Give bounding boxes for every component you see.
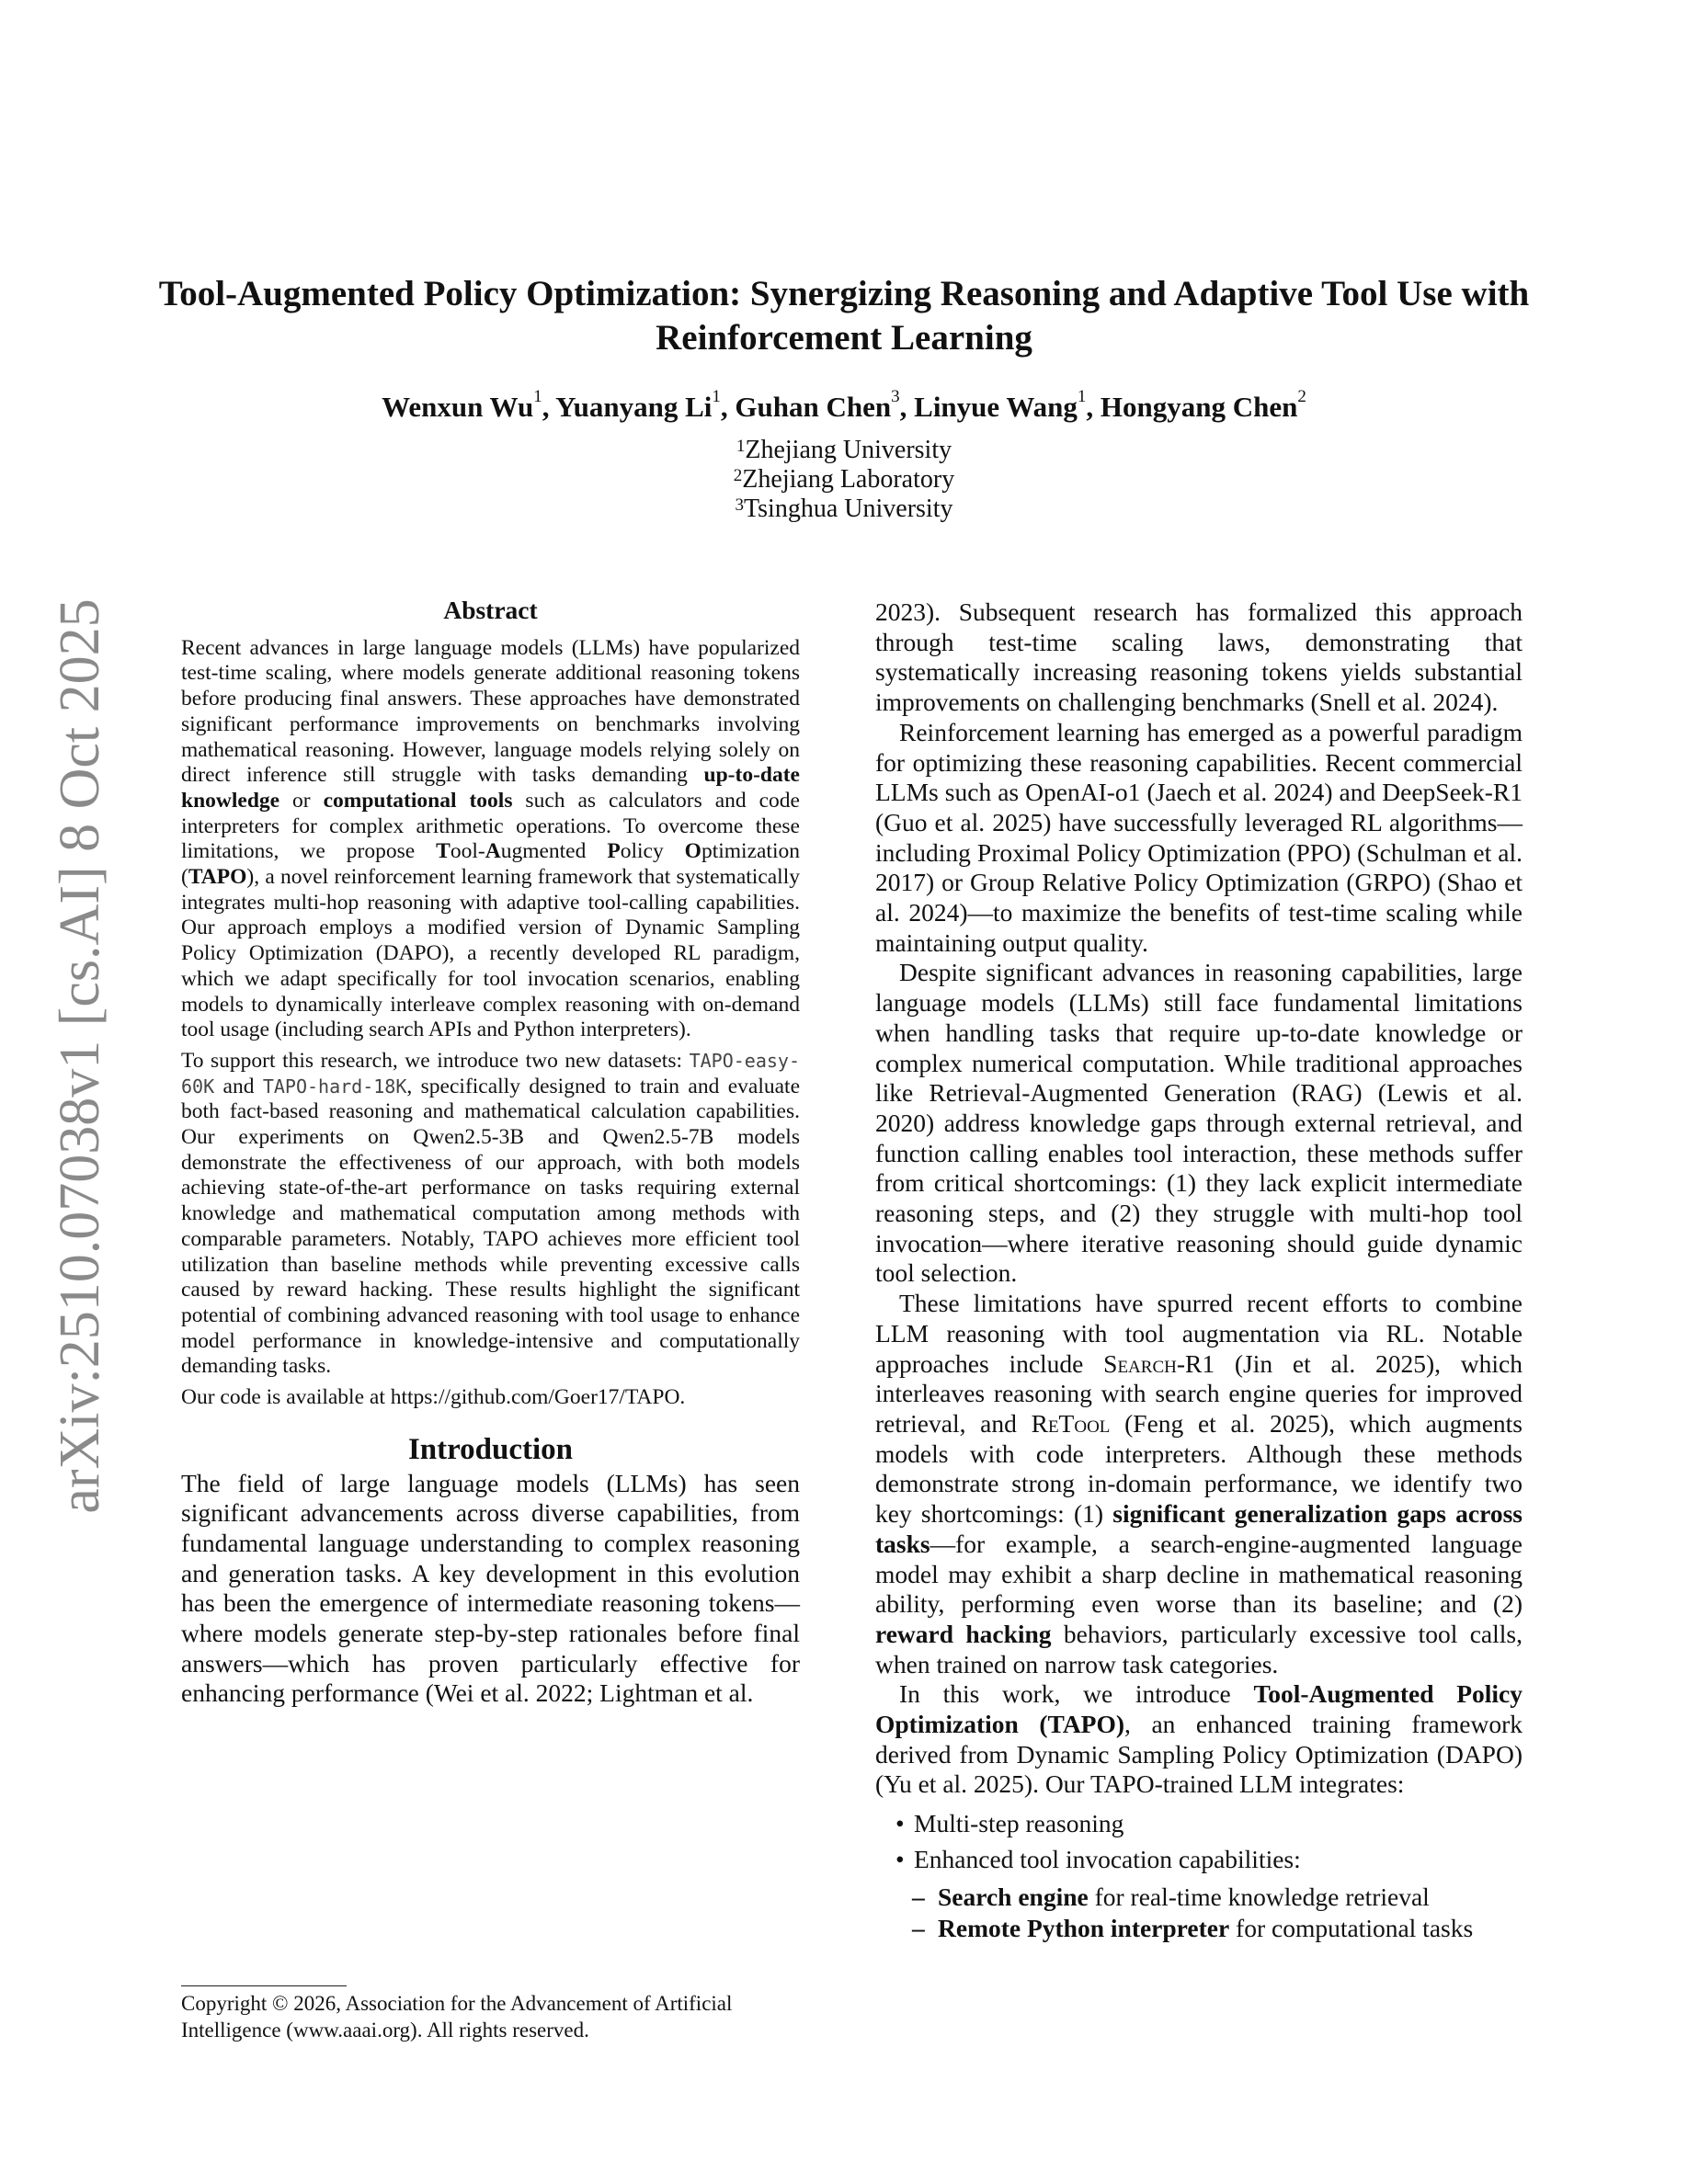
copyright-text: Copyright © 2026, Association for the Advancement of Artificial Intelligence (www.aaai.org). All rights reserved. [181, 1992, 733, 2042]
right-column [875, 597, 1523, 1946]
list-item: • Multi-step reasoning [895, 1809, 1523, 1839]
dataset-name: TAPO-hard-18K [262, 1075, 407, 1098]
author: Hongyang Chen [1100, 391, 1298, 423]
abstract-heading: Abstract [443, 596, 538, 624]
abstract-paragraph: Recent advances in large language models (LLMs) have popularized test-time scaling, where models generate additional reasoning tokens before producing final answers. These approaches have demonstrated significant performance improvements on benchmarks involving mathematical reasoning. However, language models relying solely on direct inference still struggle with tasks demanding up-to-date knowledge or computational tools such as calculators and code interpreters for complex arithmetic operations. To overcome these limitations, we propose Tool-Augmented Policy Optimization (TAPO), a novel reinforcement learning framework that systematically integrates multi-hop reasoning with adaptive tool-calling capabilities. Our approach employs a modified version of Dynamic Sampling Policy Optimization (DAPO), a recently developed RL paradigm, which we adapt specifically for tool invocation scenarios, enabling models to dynamically interleave complex reasoning with on-demand tool usage (including search APIs and Python interpreters). [181, 635, 800, 1042]
body-paragraph: 2023). Subsequent research has formalized this approach through test-time scaling laws, demonstrating that systematically increasing reasoning tokens yields substantial improvements on challenging benchmarks (Snell et al. 2024). [875, 597, 1523, 717]
affiliations [138, 436, 1550, 524]
left-column [181, 597, 800, 1709]
introduction [181, 1432, 800, 1709]
footnote-rule [181, 1985, 347, 1986]
body-paragraph: These limitations have spurred recent efforts to combine LLM reasoning with tool augmentation via RL. Notable approaches include Search-R1 (Jin et al. 2025), which interleaves reasoning with search engine queries for improved retrieval, and ReTool (Feng et al. 2025), which augments models with code interpreters. Although these methods demonstrate strong in-domain performance, we identify two key shortcomings: (1) significant generalization gaps across tasks—for example, a search-engine-augmented language model may exhibit a sharp decline in mathematical reasoning ability, performing even worse than its baseline; and (2) reward hacking behaviors, particularly excessive tool calls, when trained on narrow task categories. [875, 1289, 1523, 1678]
author: Linyue Wang [914, 391, 1078, 423]
sub-list [875, 1883, 1523, 1944]
affiliation: $^2$Zhejiang Laboratory [733, 465, 955, 494]
affiliation: $^3$Tsinghua University [735, 495, 953, 523]
body-paragraph: In this work, we introduce Tool-Augmented Policy Optimization (TAPO), an enhanced training framework derived from Dynamic Sampling Policy Optimization (DAPO) (Yu et al. 2025). Our TAPO-trained LLM integrates: [875, 1679, 1523, 1799]
author: Wenxun Wu [382, 391, 534, 423]
list-item: • Enhanced tool invocation capabilities: [895, 1845, 1523, 1875]
abstract [181, 597, 800, 1411]
paper-title: Tool-Augmented Policy Optimization: Synergizing Reasoning and Adaptive Tool Use with Reinforcement Learning [158, 274, 1530, 358]
author-list: Wenxun Wu$^1$, Yuanyang Li$^1$, Guhan Chen$^3$, Linyue Wang$^1$, Hongyang Chen$^2$ [382, 387, 1306, 423]
author: Yuanyang Li [555, 391, 713, 423]
bullet-list [875, 1809, 1523, 1874]
affiliation: $^1$Zhejiang University [736, 436, 952, 464]
abstract-paragraph: To support this research, we introduce two new datasets: TAPO-easy-60K and TAPO-hard-18K, specifically designed to train and evaluate both fact-based reasoning and mathematical calculation capabilities. Our experiments on Qwen2.5-3B and Qwen2.5-7B models demonstrate the effectiveness of our approach, with both models achieving state-of-the-art performance on tasks requiring external knowledge and mathematical computation among methods with comparable parameters. Notably, TAPO achieves more efficient tool utilization than baseline methods while preventing excessive calls caused by reward hacking. These results highlight the significant potential of combining advanced reasoning with tool usage to enhance model performance in knowledge-intensive and computationally demanding tasks. [181, 1048, 800, 1379]
list-item: – Search engine for real-time knowledge retrieval [912, 1883, 1523, 1913]
author: Guhan Chen [735, 391, 892, 423]
body-paragraph: Despite significant advances in reasoning capabilities, large language models (LLMs) still face fundamental limitations when handling tasks that require up-to-date knowledge or complex numerical computation. While traditional approaches like Retrieval-Augmented Generation (RAG) (Lewis et al. 2020) address knowledge gaps through external retrieval, and function calling enables tool interaction, these methods suffer from critical shortcomings: (1) they lack explicit intermediate reasoning steps, and (2) they struggle with multi-hop tool invocation—where iterative reasoning should guide dynamic tool selection. [875, 958, 1523, 1288]
dataset-name: TAPO-easy-60K [181, 1049, 800, 1098]
section-heading: Introduction [407, 1432, 574, 1466]
code-link[interactable]: Our code is available at https://github.com/Goer17/TAPO. [181, 1385, 686, 1410]
footnote [181, 1985, 800, 2043]
list-item: – Remote Python interpreter for computational tasks [912, 1914, 1523, 1944]
body-paragraph: The field of large language models (LLMs) has seen significant advancements across diverse capabilities, from fundamental language understanding to complex reasoning and generation tasks. A key development in this evolution has been the emergence of intermediate reasoning tokens—where models generate step-by-step rationales before final answers—which has proven particularly effective for enhancing performance (Wei et al. 2022; Lightman et al. [181, 1468, 800, 1708]
arxiv-identifier: arXiv:2510.07038v1 [cs.AI] 8 Oct 2025 [49, 598, 111, 1514]
arxiv-sidebar [48, 598, 111, 1609]
body-paragraph: Reinforcement learning has emerged as a powerful paradigm for optimizing these reasoning capabilities. Recent commercial LLMs such as OpenAI-o1 (Jaech et al. 2024) and DeepSeek-R1 (Guo et al. 2025) have successfully leveraged RL algorithms—including Proximal Policy Optimization (PPO) (Schulman et al. 2017) or Group Relative Policy Optimization (GRPO) (Shao et al. 2024)—to maximize the benefits of test-time scaling while maintaining output quality. [875, 717, 1523, 957]
